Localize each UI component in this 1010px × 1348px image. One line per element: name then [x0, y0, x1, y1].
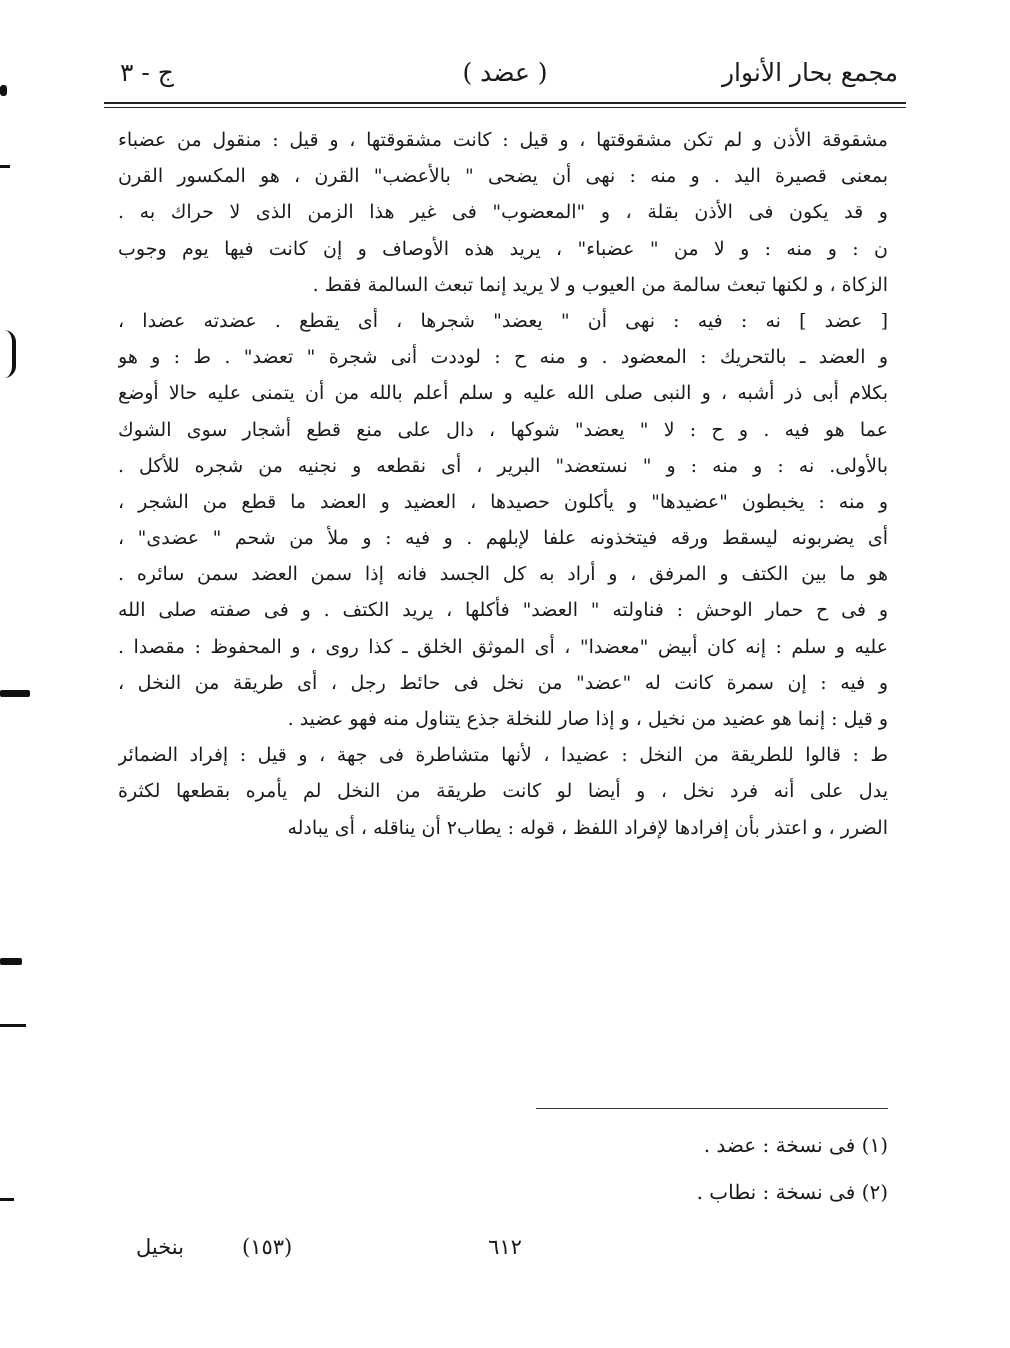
- scan-margin-mark: [0, 1198, 14, 1201]
- header-rule: [104, 102, 906, 104]
- scan-margin-mark: [0, 690, 30, 697]
- text-line: و قيل : إنما هو عضيد من نخيل ، و إذا صار للنخلة جذع يتناول منه فهو عضيد .: [287, 708, 888, 730]
- text-line: هو ما بين الكتف و المرفق ، و أراد به كل الجسد فانه إذا سمن العضد سمن سائره .: [118, 563, 888, 586]
- text-line: و منه : يخبطون "عضيدها" و يأكلون حصيدها ، العضيد و العضد ما قطع من الشجر ،: [118, 490, 888, 513]
- volume-label: ج - ٣: [120, 58, 174, 87]
- entry-word-heading: ( عضد ): [462, 58, 548, 87]
- text-line: و فى ح حمار الوحش : فناولته " العضد" فأكلها ، يريد الكتف . و فى صفته صلى الله: [118, 599, 888, 622]
- text-line: ن : و منه : و لا من " عضباء" ، يريد هذه الأوصاف و إن كانت فيها يوم وجوب: [118, 237, 888, 260]
- footnote-2: (٢) فى نسخة : نطاب .: [696, 1180, 888, 1204]
- scan-margin-mark: [0, 85, 7, 96]
- text-line: و قد يكون فى الأذن بقلة ، و "المعضوب" فى غير هذا الزمن الذى لا حراك به .: [118, 201, 888, 224]
- scan-margin-mark: [0, 165, 10, 168]
- scan-margin-mark: [0, 958, 22, 965]
- signature-code: (١٥٣): [242, 1235, 293, 1259]
- text-line: الزكاة ، و لكنها تبعث سالمة من العيوب و لا يريد إنما تبعث السالمة فقط .: [312, 273, 888, 296]
- scan-margin-mark: [0, 1024, 26, 1027]
- book-title: مجمع بحار الأنوار: [721, 58, 898, 87]
- text-line: [ عضد ] نه : فيه : نهى أن " يعضد" شجرها ، أى يقطع . عضدته عضدا ،: [118, 309, 888, 332]
- text-line: مشقوقة الأذن و لم تكن مشقوقتها ، و قيل : كانت مشقوقتها ، و قيل : منقول من عضباء: [118, 129, 888, 151]
- scan-margin-mark: [0, 330, 16, 378]
- text-line: يدل على أنه فرد نخل ، و أيضا لو كانت طريقة من النخل لم يأمره بقطعها لكثرة: [118, 780, 888, 803]
- text-line: بمعنى قصيرة اليد . و منه : نهى أن يضحى " بالأعضب" القرن ، هو المكسور القرن: [118, 165, 888, 188]
- text-line: ط : قالوا للطريقة من النخل : عضيدا ، لأنها متشاطرة فى جهة ، و قيل : إفراد الضمائر: [118, 744, 888, 767]
- main-text: [118, 122, 888, 846]
- text-line: بالأولى. نه : و منه : و " نستعضد" البرير ، أى نقطعه و نجنيه من شجره للأكل .: [118, 454, 888, 477]
- header-rule-thin: [104, 107, 906, 108]
- text-line: عليه و سلم : إنه كان أبيض "معضدا" ، أى الموثق الخلق ـ كذا روى ، و المحفوظ : مقصدا .: [118, 635, 888, 658]
- catchword: بنخيل: [136, 1235, 184, 1259]
- page-number: ٦١٢: [488, 1235, 522, 1259]
- text-line: بكلام أبى ذر أشبه ، و النبى صلى الله عليه و سلم أعلم بالله من أن يتمنى عليه حالا أوضع: [118, 382, 888, 405]
- footnote-1: (١) فى نسخة : عضد .: [703, 1133, 888, 1157]
- text-line: أى يضربونه ليسقط ورقه فيتخذونه علفا لإبلهم . و فيه : و ملأ من شحم " عضدى" ،: [118, 527, 888, 550]
- text-line: و العضد ـ بالتحريك : المعضود . و منه ح : لوددت أنى شجرة " تعضد" . ط : و هو: [118, 346, 888, 369]
- text-line: و فيه : إن سمرة كانت له "عضد" من نخل فى حائط رجل ، أى طريقة من النخل ،: [118, 671, 888, 694]
- footnote-rule: [536, 1108, 888, 1109]
- text-line: الضرر ، و اعتذر بأن إفرادها لإفراد اللفظ ، قوله : يطاب٢ أن يناقله ، أى يبادله: [287, 816, 888, 839]
- text-line: عما هو فيه . و ح : لا " يعضد" شوكها ، دال على منع قطع أشجار سوى الشوك: [118, 418, 888, 441]
